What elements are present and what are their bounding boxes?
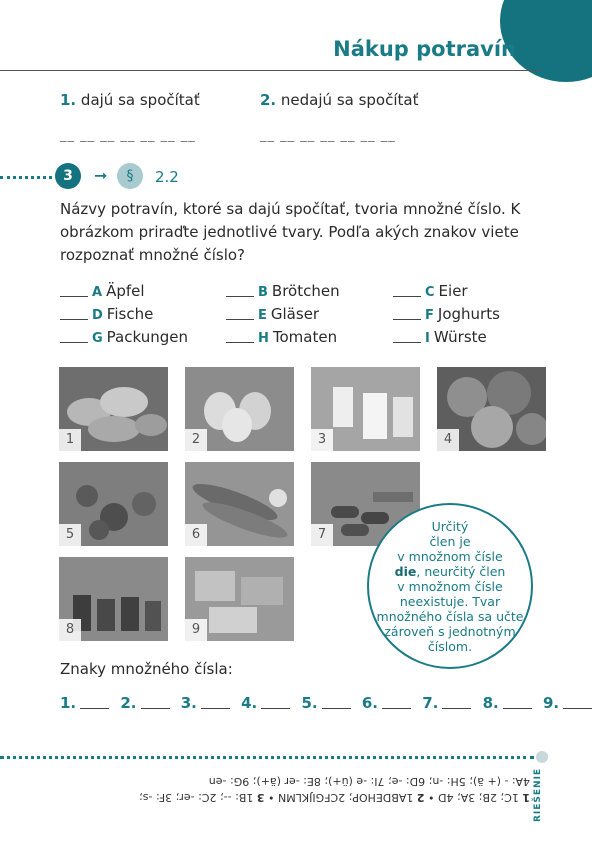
photo-number: 9 [185,619,207,641]
info-bubble-text [369,519,531,654]
word-text: Äpfel [106,282,145,300]
photo-yogurts [311,367,420,451]
word-blank[interactable] [226,305,254,320]
photo-number: 7 [311,524,333,546]
answer-blank[interactable] [201,694,230,709]
grammar-reference: 2.2 [155,168,179,186]
answer-number: 4. [241,694,258,712]
plural-signs-label: Znaky množného čísla: [60,660,233,678]
answer-blank[interactable] [80,694,109,709]
word-item [226,305,319,323]
photo-number: 5 [59,524,81,546]
photo-fish [185,462,294,546]
word-item [60,305,153,323]
photo-tomatoes [59,462,168,546]
answer-blank[interactable] [563,694,592,709]
question-2-text: nedajú sa spočítať [280,91,419,109]
word-letter: C [425,285,435,300]
word-text: Gläser [270,305,320,323]
bubble-line: neexistuje. Tvar [399,594,501,609]
paragraph-icon: § [117,163,143,189]
word-letter: A [92,285,103,300]
exercise-instruction: Názvy potravín, ktoré sa dajú spočítať, tvoria množné číslo. K obrázkom priraďte jednotlivé tvary. Podľa akých znakov viete rozpoznať množné číslo? [60,200,521,264]
bubble-line: Určitý [431,519,469,534]
word-text: Brötchen [271,282,340,300]
word-letter: F [425,308,434,323]
answer-blank-1[interactable]: __ __ __ __ __ __ __ [60,128,196,143]
question-1-text: dajú sa spočítať [80,91,200,109]
answer-blank[interactable] [141,694,170,709]
word-text: Tomaten [272,328,338,346]
word-blank[interactable] [393,282,421,297]
answer-number: 9. [543,694,560,712]
photo-number: 6 [185,524,207,546]
arrow-right-icon: ➞ [94,166,108,185]
word-blank[interactable] [60,282,88,297]
solution-part: 1C; 2B; 3A; 4D • [424,791,523,804]
word-item [226,282,340,300]
word-blank[interactable] [226,328,254,343]
answer-blank[interactable] [322,694,351,709]
word-text: Packungen [106,328,188,346]
solution-num: 2 [416,791,425,804]
word-item [226,328,337,346]
word-item [393,328,487,346]
word-blank[interactable] [60,328,88,343]
word-letter: G [92,331,103,346]
word-item [393,282,468,300]
word-text: Würste [433,328,487,346]
question-1 [60,91,200,109]
solution-num: 3 [256,791,265,804]
bubble-line: v množnom čísle [397,549,503,564]
photo-number: 1 [59,429,81,451]
word-letter: E [258,308,267,323]
word-letter: I [425,331,430,346]
photo-apples [437,367,546,451]
photo-number: 4 [437,429,459,451]
word-letter: B [258,285,268,300]
question-1-number: 1. [60,91,77,109]
photo-jars [59,557,168,641]
answer-blank[interactable] [442,694,471,709]
word-item [393,305,500,323]
answer-blank[interactable] [382,694,411,709]
answer-row [60,694,592,712]
photo-packages [185,557,294,641]
solution-label: RIEŠENIE [533,767,543,822]
word-item [60,282,145,300]
solution-num: 1 [522,791,530,804]
bubble-line: množného čísla sa učte [376,609,524,624]
word-blank[interactable] [60,305,88,320]
word-letter: D [92,308,103,323]
answer-number: 3. [180,694,197,712]
bubble-line: zároveň s jednotným [384,624,516,639]
photo-number: 8 [59,619,81,641]
answer-number: 1. [60,694,77,712]
solution-line-1 [60,789,530,805]
solution-part: 1B: --; 2C: -er; 3F: -s; [139,791,257,804]
title-divider [0,70,540,71]
photo-number: 3 [311,429,333,451]
answer-number: 8. [482,694,499,712]
bubble-line: v množnom čísle [397,579,503,594]
word-item [60,328,188,346]
word-text: Joghurts [437,305,500,323]
answer-number: 2. [120,694,137,712]
exercise-number: 3 [55,163,81,189]
answer-blank[interactable] [503,694,532,709]
question-2-number: 2. [260,91,277,109]
photo-eggs [185,367,294,451]
dotted-separator [0,756,534,759]
page-title: Nákup potravín [333,37,516,61]
answer-blank-2[interactable]: __ __ __ __ __ __ __ [260,128,396,143]
bubble-line: číslom. [427,639,473,654]
solution-marker [536,751,548,763]
photo-bread-rolls [59,367,168,451]
info-bubble [367,503,533,669]
word-blank[interactable] [226,282,254,297]
answer-number: 6. [361,694,379,712]
answer-number: 7. [422,694,439,712]
answer-number: 5. [301,694,318,712]
question-2 [260,91,418,109]
word-letter: H [258,331,269,346]
word-text: Eier [438,282,468,300]
bubble-article: die [394,564,417,579]
photo-number: 2 [185,429,207,451]
solution-text [60,773,530,805]
word-text: Fische [106,305,154,323]
word-blank[interactable] [393,328,421,343]
solution-part: 1ABDEHOP; 2CFGIJKLMN • [264,791,417,804]
solution-line-2: 4A: - (+ ä); 5H: -n; 6D: -e; 7I: -e (ü+); 8E: -er (ä+); 9G: -en [208,775,530,788]
bubble-line: člen je [429,534,471,549]
bubble-line: , neurčitý člen [416,564,506,579]
word-blank[interactable] [393,305,421,320]
dotted-line-left [0,176,52,179]
answer-blank[interactable] [261,694,290,709]
